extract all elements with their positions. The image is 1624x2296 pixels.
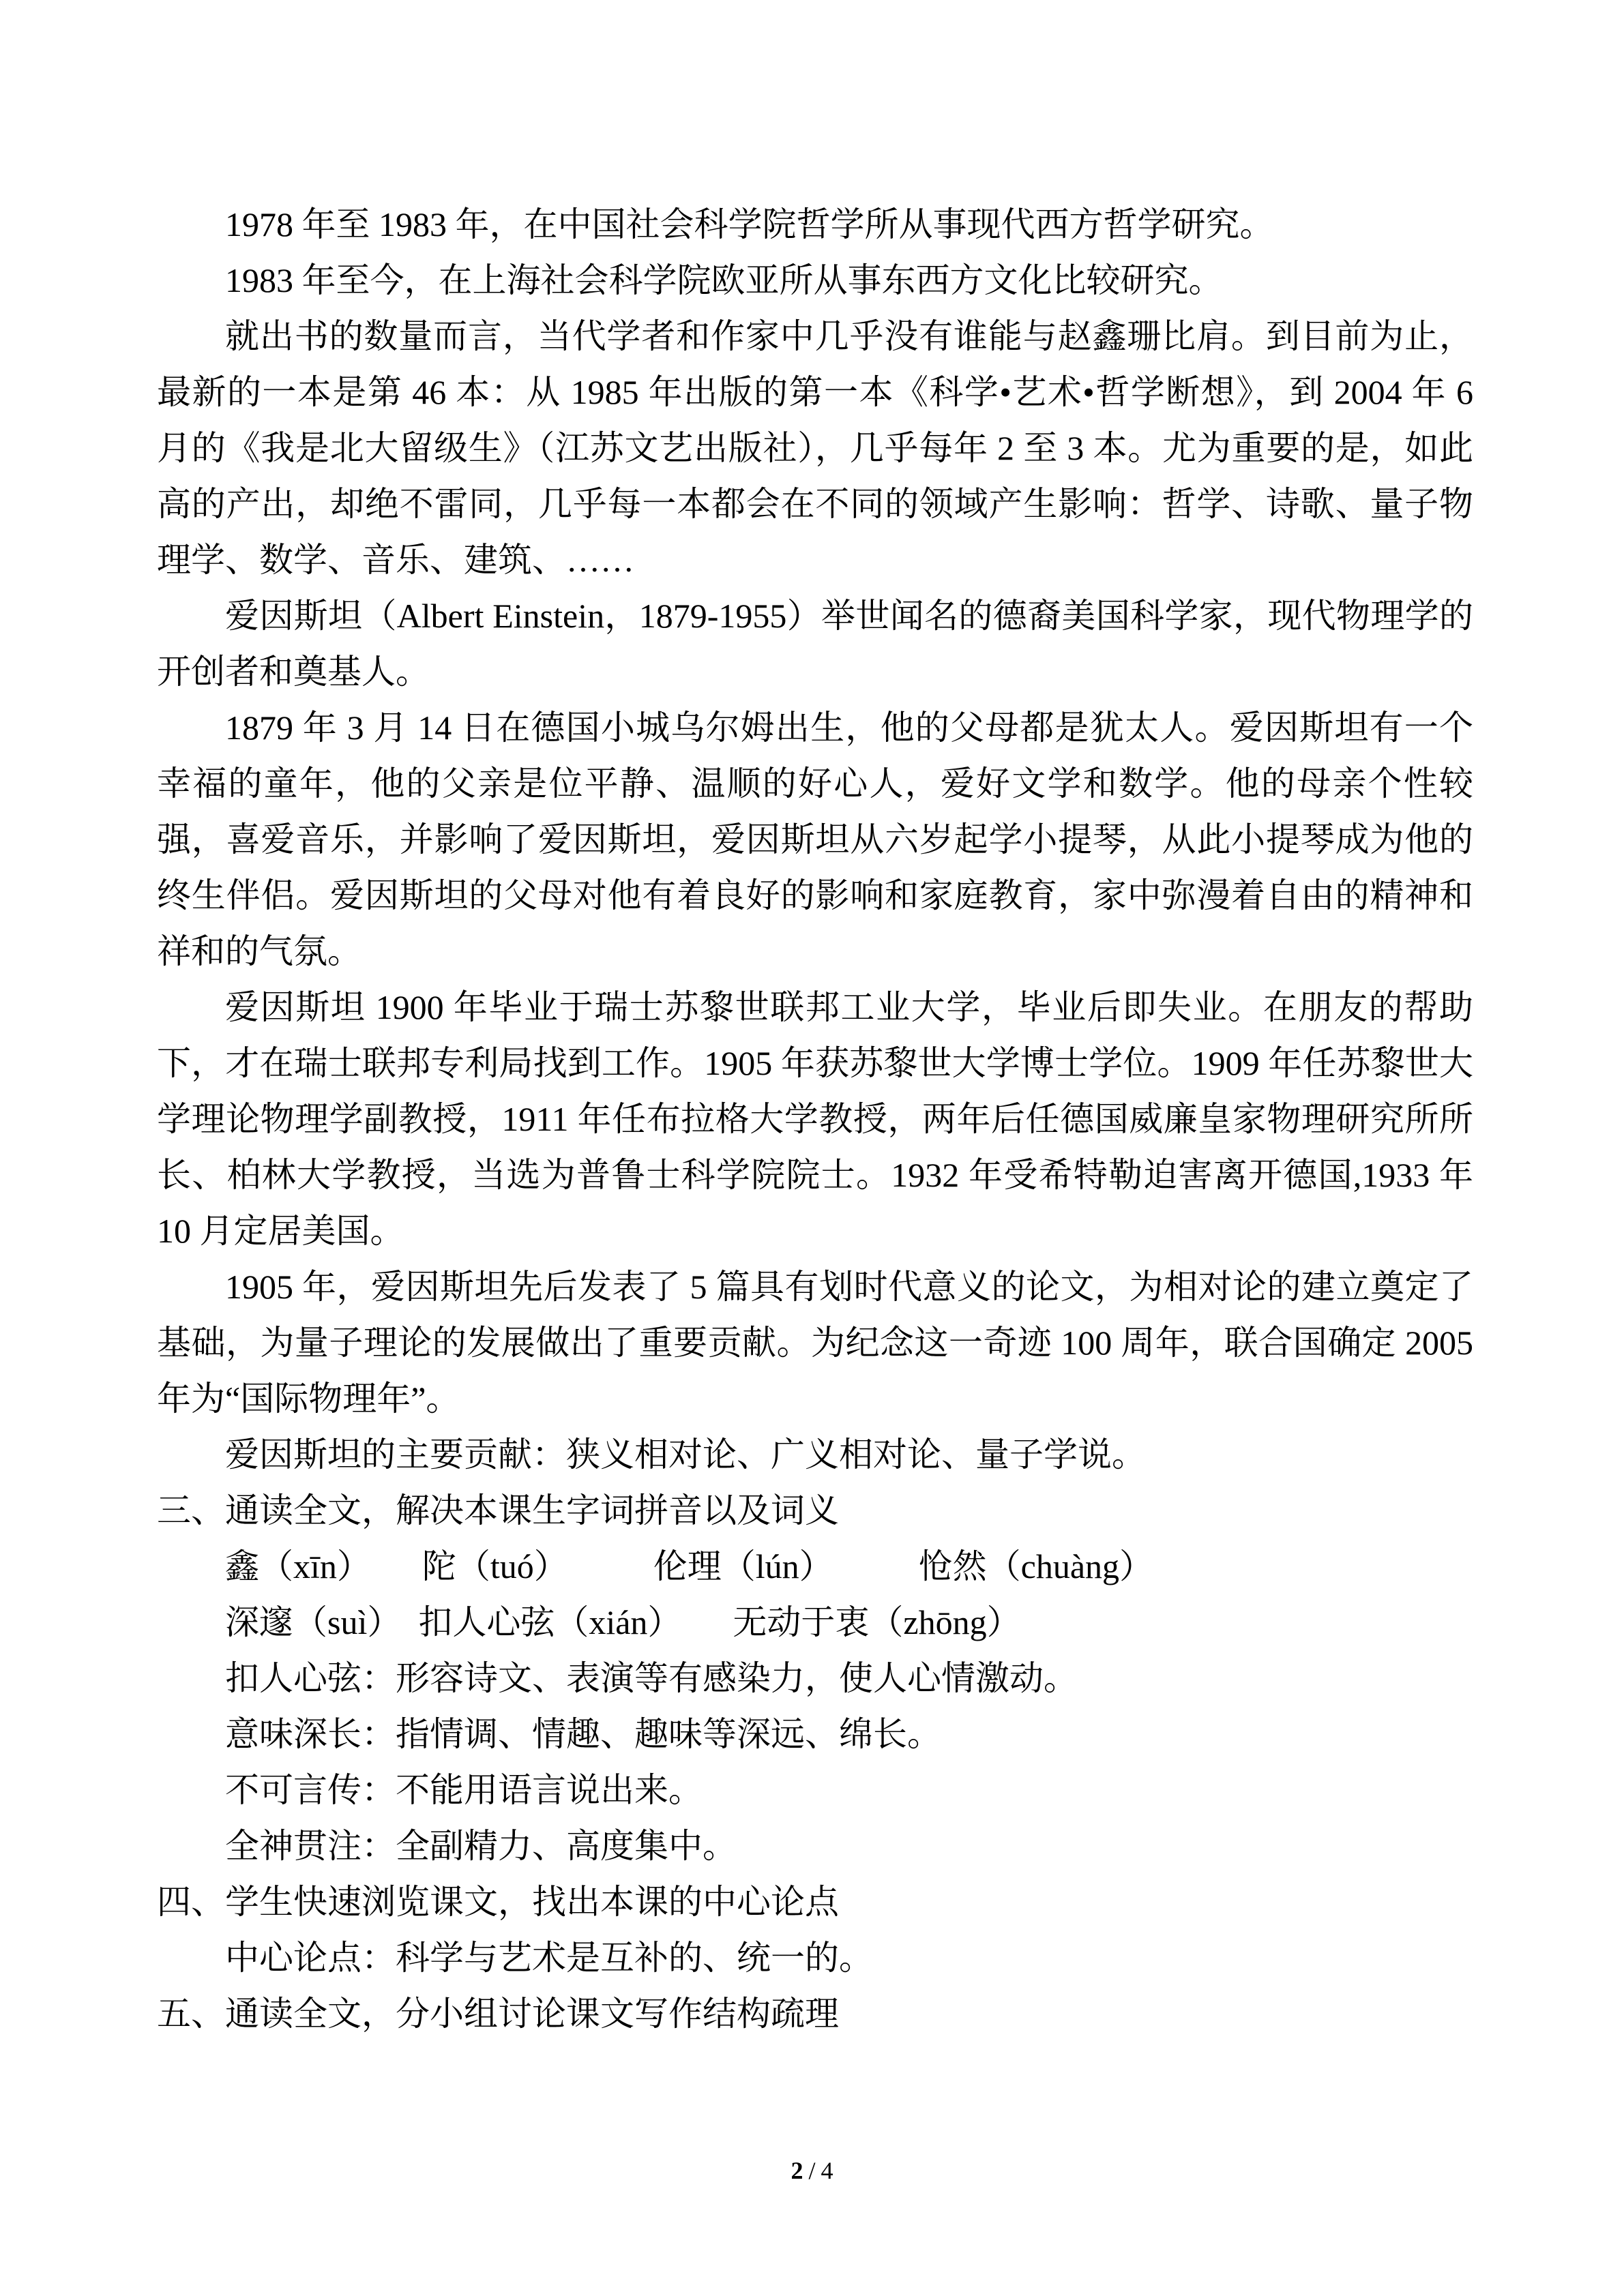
paragraph: 爱因斯坦的主要贡献：狭义相对论、广义相对论、量子学说。 xyxy=(225,1435,1146,1474)
document-body xyxy=(157,196,1473,2042)
paragraph: 1983 年至今，在上海社会科学院欧亚所从事东西方文化比较研究。 xyxy=(225,261,1223,299)
section-heading: 四、学生快速浏览课文，找出本课的中心论点 xyxy=(157,1883,839,1921)
paragraph: 中心论点：科学与艺术是互补的、统一的。 xyxy=(225,1939,873,1977)
paragraph: 爱因斯坦（Albert Einstein，1879-1955）举世闻名的德裔美国科学家，现代物理学的开创者和奠基人。 xyxy=(157,597,1473,691)
section-heading: 三、通读全文，解决本课生字词拼音以及词义 xyxy=(157,1491,839,1530)
definition-line: 意味深长：指情调、情趣、趣味等深远、绵长。 xyxy=(225,1715,941,1753)
page-number-total: 4 xyxy=(821,2157,833,2184)
pinyin-line: 鑫（xīn） 陀（tuó） 伦理（lún） 怆然（chuàng） xyxy=(225,1547,1154,1585)
pinyin-line: 深邃（suì） 扣人心弦（xián） 无动于衷（zhōng） xyxy=(225,1603,1021,1641)
definition-line: 扣人心弦：形容诗文、表演等有感染力，使人心情激动。 xyxy=(225,1659,1078,1697)
section-heading: 五、通读全文，分小组讨论课文写作结构疏理 xyxy=(157,1995,839,2033)
paragraph: 就出书的数量而言，当代学者和作家中几乎没有谁能与赵鑫珊比肩。到目前为止，最新的一本是第 46 本：从 1985 年出版的第一本《科学•艺术•哲学断想》，到 2004 年 6 月的《我是北大留级生》（江苏文艺出版社），几乎每年 2 至 3 本。尤为重要的是，如此高的产出，却绝不雷同，几乎每一本都会在不同的领域产生影响：哲学、诗歌、量子物理学、数学、音乐、建筑、…… xyxy=(157,317,1473,579)
paragraph: 1879 年 3 月 14 日在德国小城乌尔姆出生，他的父母都是犹太人。爱因斯坦有一个幸福的童年，他的父亲是位平静、温顺的好心人，爱好文学和数学。他的母亲个性较强，喜爱音乐，并影响了爱因斯坦，爱因斯坦从六岁起学小提琴，从此小提琴成为他的终生伴侣。爱因斯坦的父母对他有着良好的影响和家庭教育，家中弥漫着自由的精神和祥和的气氛。 xyxy=(157,709,1473,970)
definition-line: 全神贯注：全副精力、高度集中。 xyxy=(225,1827,737,1865)
page-number-separator: / xyxy=(808,2157,816,2184)
page-number-current: 2 xyxy=(791,2157,803,2184)
paragraph: 1905 年，爱因斯坦先后发表了 5 篇具有划时代意义的论文，为相对论的建立奠定了基础，为量子理论的发展做出了重要贡献。为纪念这一奇迹 100 周年，联合国确定 2005 年为“国际物理年”。 xyxy=(157,1268,1473,1418)
page-footer xyxy=(0,2157,1624,2184)
paragraph: 爱因斯坦 1900 年毕业于瑞士苏黎世联邦工业大学，毕业后即失业。在朋友的帮助下，才在瑞士联邦专利局找到工作。1905 年获苏黎世大学博士学位。1909 年任苏黎世大学理论物理学副教授，1911 年任布拉格大学教授，两年后任德国威廉皇家物理研究所所长、柏林大学教授，当选为普鲁士科学院院士。1932 年受希特勒迫害离开德国,1933 年 10 月定居美国。 xyxy=(157,988,1473,1250)
paragraph: 1978 年至 1983 年，在中国社会科学院哲学所从事现代西方哲学研究。 xyxy=(225,205,1274,243)
definition-line: 不可言传：不能用语言说出来。 xyxy=(225,1771,703,1809)
